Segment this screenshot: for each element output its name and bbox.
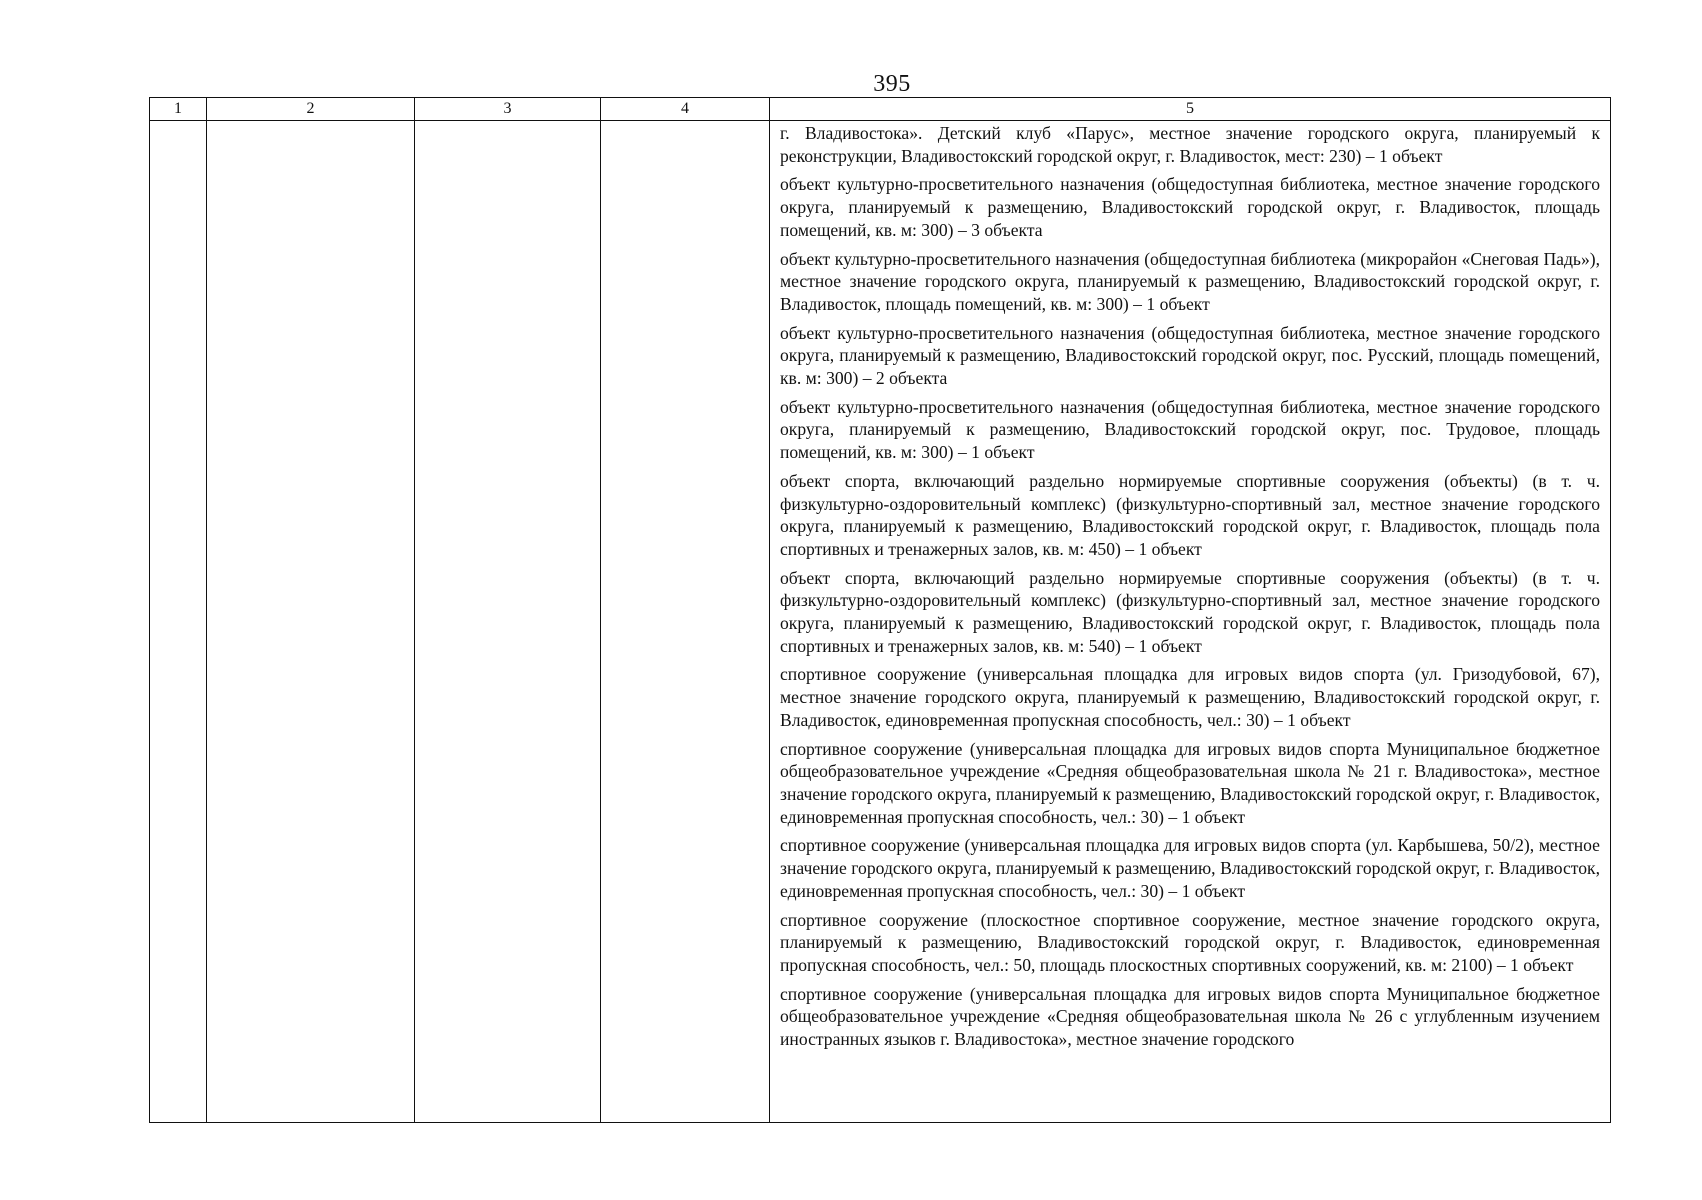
list-item: спортивное сооружение (универсальная площадка для игровых видов спорта (ул. Гризодубовой, 67), местное значение городского округа, планируемый к размещению, Владивостокский городской округ, г. Владивосток, единовременная пропускная способность, чел.: 30) – 1 объект (780, 664, 1600, 730)
column-1-cell (150, 121, 207, 1123)
page-number: 395 (873, 71, 911, 97)
list-item: г. Владивостока». Детский клуб «Парус», местное значение городского округа, планируемый к реконструкции, Владивостокский городской округ, г. Владивосток, мест: 230) – 1 объект (780, 123, 1600, 166)
column-header-3: 3 (415, 98, 601, 121)
column-header-2: 2 (207, 98, 415, 121)
list-item: объект культурно-просветительного назначения (общедоступная библиотека, местное значение городского округа, планируемый к размещению, Владивостокский городской округ, г. Владивосток, площадь помещений, кв. м: 300) – 3 объекта (780, 174, 1600, 240)
column-header-5: 5 (770, 98, 1611, 121)
column-4-cell (601, 121, 770, 1123)
list-item: объект культурно-просветительного назначения (общедоступная библиотека, местное значение городского округа, планируемый к размещению, Владивостокский городской округ, пос. Трудовое, площадь помещений, кв. м: 300) – 1 объект (780, 396, 1600, 463)
list-item: спортивное сооружение (универсальная площадка для игровых видов спорта Муниципальное бюджетное общеобразовательное учреждение «Средняя общеобразовательная школа № 26 с углубленным изучением иностранных языков г. Владивостока», местное значение городского (780, 983, 1600, 1050)
list-item: объект культурно-просветительного назначения (общедоступная библиотека, местное значение городского округа, планируемый к размещению, Владивостокский городской округ, пос. Русский, площадь помещений, кв. м: 300) – 2 объекта (780, 322, 1600, 389)
column-5-cell (770, 121, 1611, 1123)
list-item: спортивное сооружение (универсальная площадка для игровых видов спорта Муниципальное бюджетное общеобразовательное учреждение «Средняя общеобразовательная школа № 21 г. Владивостока», местное значение городского округа, планируемый к размещению, Владивостокский городской округ, г. Владивосток, единовременная пропускная способность, чел.: 30) – 1 объект (780, 738, 1600, 827)
list-item: объект спорта, включающий раздельно нормируемые спортивные сооружения (объекты) (в т. ч. физкультурно-оздоровительный комплекс) (физкультурно-спортивный зал, местное значение городского округа, планируемый к размещению, Владивостокский городской округ, г. Владивосток, площадь пола спортивных и тренажерных залов, кв. м: 540) – 1 объект (780, 567, 1600, 656)
document-table (149, 97, 1611, 1123)
list-item: спортивное сооружение (универсальная площадка для игровых видов спорта (ул. Карбышева, 50/2), местное значение городского округа, планируемый к размещению, Владивостокский городской округ, г. Владивосток, единовременная пропускная способность, чел.: 30) – 1 объект (780, 835, 1600, 901)
table-header-row (150, 98, 1611, 121)
column-header-1: 1 (150, 98, 207, 121)
list-item: объект культурно-просветительного назначения (общедоступная библиотека (микрорайон «Снеговая Падь»), местное значение городского округа, планируемый к размещению, Владивостокский городской округ, г. Владивосток, площадь помещений, кв. м: 300) – 1 объект (780, 248, 1600, 314)
column-5-content (770, 121, 1610, 1122)
list-item: объект спорта, включающий раздельно нормируемые спортивные сооружения (объекты) (в т. ч. физкультурно-оздоровительный комплекс) (физкультурно-спортивный зал, местное значение городского округа, планируемый к размещению, Владивостокский городской округ, г. Владивосток, площадь пола спортивных и тренажерных залов, кв. м: 450) – 1 объект (780, 470, 1600, 559)
column-3-cell (415, 121, 601, 1123)
table-row (150, 121, 1611, 1123)
column-2-cell (207, 121, 415, 1123)
column-header-4: 4 (601, 98, 770, 121)
list-item: спортивное сооружение (плоскостное спортивное сооружение, местное значение городского округа, планируемый к размещению, Владивостокский городской округ, г. Владивосток, единовременная пропускная способность, чел.: 50, площадь плоскостных спортивных сооружений, кв. м: 2100) – 1 объект (780, 909, 1600, 975)
